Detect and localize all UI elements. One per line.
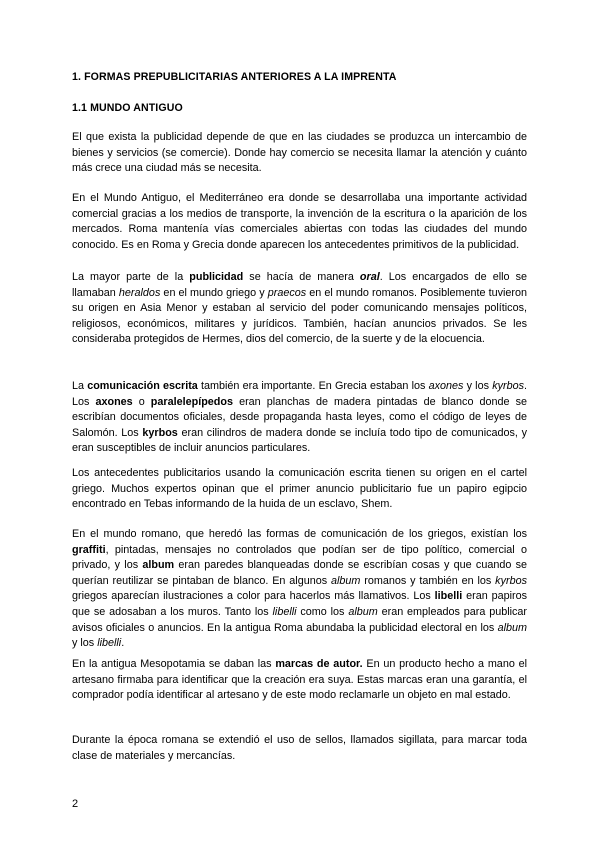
section-heading: 1.1 MUNDO ANTIGUO — [72, 102, 183, 114]
paragraph-mundo-antiguo — [72, 191, 527, 253]
text-run: . Los encargados de ello se llamaban — [72, 271, 527, 299]
text-run: en el mundo romanos. Posiblemente tuvieron su origen en Asia Menor y estaban al servicio del poder comunicando mensajes políticos, religiosos, económicos, militares y jurídicos. También, hacían anuncios privados. Se les consideraba protegidos de Hermes, dios del comercio, de la suerte y de la elocuencia. — [72, 286, 527, 346]
text-run: . Los — [72, 380, 527, 408]
emphasis-term: kyrbos — [142, 426, 178, 439]
chapter-heading: 1. FORMAS PREPUBLICITARIAS ANTERIORES A LA IMPRENTA — [72, 71, 397, 83]
emphasis-term: kyrbos — [492, 380, 524, 392]
emphasis-term: comunicación escrita — [87, 380, 198, 392]
emphasis-term: graffiti — [72, 543, 106, 556]
emphasis-term: oral — [359, 271, 380, 283]
text-run: Los antecedentes publicitarios usando la comunicación escrita tienen su origen en el cartel griego. Muchos expertos opinan que el primer anuncio publicitario fue un papiro egipcio encontrado en Tebas informando de la huida de un esclavo, Shem. — [72, 467, 527, 511]
paragraph-mundo-romano — [72, 527, 527, 652]
emphasis-term: marcas de autor. — [275, 658, 363, 670]
text-run: En un producto hecho a mano el artesano firmaba para identificar que la creación era suya. Estas marcas eran una garantía, el comprador podía identificar al artesano y de este modo reclamarle un objeto en mal estado. — [72, 658, 527, 702]
text-run: romanos y también en los — [360, 574, 496, 587]
emphasis-term: libelli — [272, 605, 297, 618]
emphasis-term: libelli — [434, 590, 463, 603]
text-run: como los — [296, 605, 349, 618]
text-run: eran empleados para publicar avisos oficiales o anuncios. En la antigua Roma abundaba la publicidad electoral en los — [72, 605, 528, 634]
text-run: también era importante. En Grecia estaban los — [197, 380, 429, 392]
text-run: y los — [72, 637, 98, 650]
text-run: y los — [463, 380, 493, 392]
emphasis-term: axones — [95, 395, 133, 408]
text-run: o — [132, 395, 151, 408]
emphasis-term: publicidad — [189, 271, 244, 283]
text-run: La — [72, 380, 88, 392]
emphasis-term: kyrbos — [495, 574, 527, 587]
text-run: en el mundo griego y — [160, 286, 268, 299]
emphasis-term: praecos — [267, 286, 307, 299]
paragraph-oral — [72, 270, 527, 348]
emphasis-term: album — [142, 559, 175, 572]
text-run: . — [121, 637, 125, 650]
text-run: El que exista la publicidad depende de que en las ciudades se produzca un intercambio de bienes y servicios (se comercie). Donde hay comercio se necesita llamar la atención y cuánto más crece una ciudad más se necesita. — [72, 131, 527, 175]
text-run: En el mundo romano, que heredó las formas de comunicación de los griegos, existían los — [72, 528, 527, 540]
text-run: eran papiros que se adosaban a los muros. Tanto los — [72, 590, 527, 618]
paragraph-cartel-griego — [72, 466, 527, 513]
emphasis-term: libelli — [97, 637, 122, 650]
text-run: La mayor parte de la — [72, 271, 190, 283]
text-run: En la antigua Mesopotamia se daban las — [72, 658, 276, 670]
text-run: eran cilindros de madera donde se incluía todo tipo de comunicados, y eran susceptibles de incluir anuncios particulares. — [72, 426, 527, 455]
emphasis-term: axones — [428, 380, 464, 392]
text-run: se hacía de manera — [243, 271, 360, 283]
emphasis-term: heraldos — [118, 286, 161, 299]
paragraph-intro — [72, 130, 527, 177]
text-run: En el Mundo Antiguo, el Mediterráneo era donde se desarrollaba una importante actividad comercial gracias a los medios de transporte, la invención de la escritura o la aparición de los mercados. Roma mantenía vías comerciales abiertas con todas las ciudades del mundo conocido. Es en Roma y Grecia donde aparecen los antecedentes primitivos de la publicidad. — [72, 192, 527, 251]
text-run: eran planchas de madera pintadas de blanco donde se escribían documentos oficiales, desde propaganda hasta leyes, como el código de leyes de Salomón. Los — [72, 395, 527, 439]
text-run: , pintadas, mensajes no controlados que podían ser de tipo político, comercial o privado, y los — [72, 543, 527, 572]
paragraph-escrita — [72, 379, 527, 457]
paragraph-mesopotamia — [72, 657, 527, 704]
paragraph-sellos — [72, 733, 527, 764]
text-run: Durante la época romana se extendió el uso de sellos, llamados sigillata, para marcar toda clase de materiales y mercancías. — [72, 734, 527, 762]
emphasis-term: album — [330, 574, 361, 587]
emphasis-term: album — [497, 621, 527, 634]
emphasis-term: album — [348, 605, 378, 618]
page-number: 2 — [72, 798, 79, 810]
text-run: eran paredes blanqueadas donde se escribían cosas y que cuando se querían reutilizar se pintaban de blanco. En algunos — [72, 559, 527, 587]
emphasis-term: paralelepípedos — [150, 395, 234, 408]
text-run: griegos aparecían ilustraciones a color para hacerlos más llamativos. Los — [72, 590, 435, 603]
